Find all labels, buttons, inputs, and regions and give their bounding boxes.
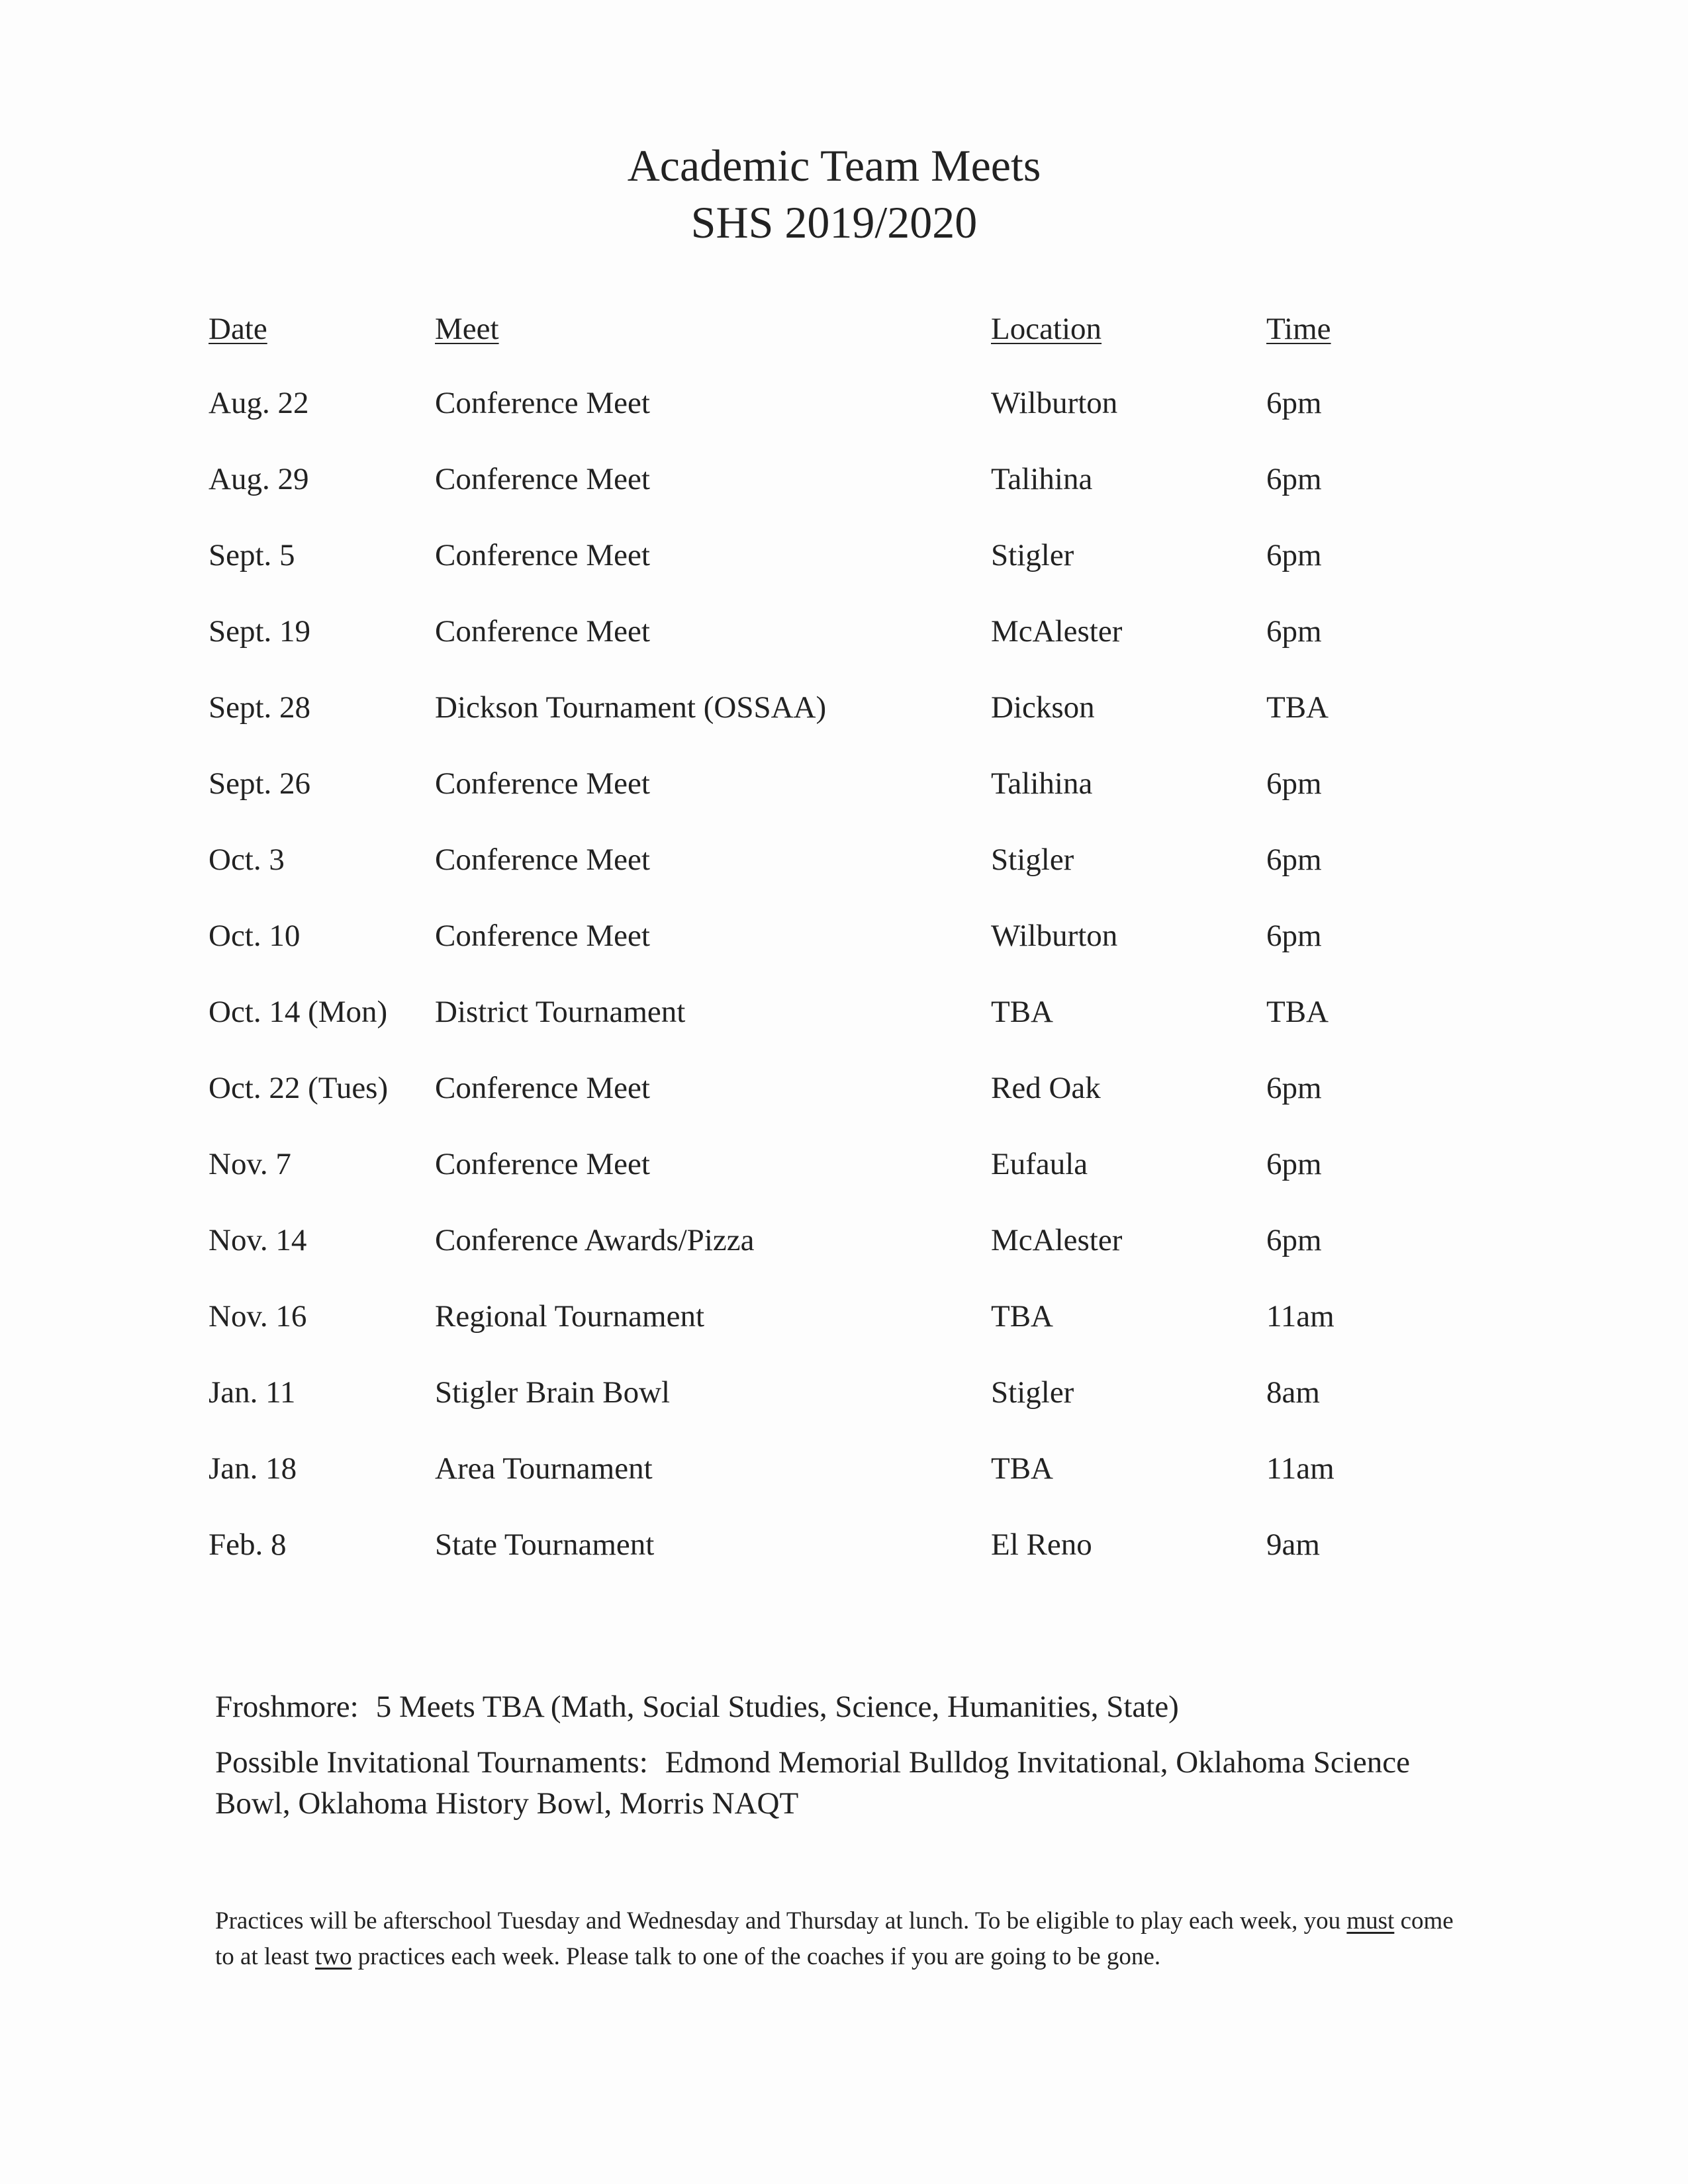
schedule-cell-location: Stigler bbox=[991, 538, 1074, 572]
schedule-cell-time: 11am bbox=[1266, 1299, 1335, 1334]
practice-text-3: practices each week. Please talk to one of the coaches if you are going to be gone. bbox=[352, 1943, 1161, 1970]
schedule-cell-meet: Conference Meet bbox=[435, 462, 650, 496]
schedule-cell-time: 6pm bbox=[1266, 462, 1322, 496]
schedule-cell-time: 6pm bbox=[1266, 1223, 1322, 1257]
schedule-row bbox=[209, 1146, 1466, 1222]
schedule-cell-date: Oct. 22 (Tues) bbox=[209, 1071, 389, 1105]
schedule-cell-meet: Conference Meet bbox=[435, 842, 650, 877]
schedule-row bbox=[209, 766, 1466, 842]
schedule-cell-date: Oct. 3 bbox=[209, 842, 285, 877]
schedule-cell-meet: Conference Meet bbox=[435, 919, 650, 953]
schedule-cell-location: Wilburton bbox=[991, 386, 1118, 420]
schedule-cell-date: Aug. 22 bbox=[209, 386, 309, 420]
schedule-cell-date: Oct. 10 bbox=[209, 919, 301, 953]
schedule-cell-location: Eufaula bbox=[991, 1147, 1088, 1181]
header-time: Time bbox=[1266, 312, 1331, 346]
schedule-cell-meet: Conference Meet bbox=[435, 1071, 650, 1105]
schedule-cell-location: Talihina bbox=[991, 766, 1093, 801]
schedule-cell-date: Aug. 29 bbox=[209, 462, 309, 496]
invitational-label: Possible Invitational Tournaments: bbox=[215, 1745, 648, 1780]
schedule-cell-date: Sept. 19 bbox=[209, 614, 311, 649]
invitational-text: Edmond Memorial Bulldog Invitational, Oklahoma Science Bowl, Oklahoma History Bowl, Morris NAQT bbox=[215, 1745, 1410, 1821]
schedule-cell-meet: Area Tournament bbox=[435, 1451, 653, 1486]
schedule-cell-meet: Regional Tournament bbox=[435, 1299, 705, 1334]
practice-text-2: come to at least bbox=[215, 1907, 1454, 1970]
schedule-cell-location: McAlester bbox=[991, 1223, 1123, 1257]
schedule-cell-time: TBA bbox=[1266, 995, 1329, 1029]
schedule-row bbox=[209, 994, 1466, 1070]
document-title: Academic Team Meets bbox=[627, 140, 1041, 191]
schedule-row bbox=[209, 1527, 1466, 1603]
schedule-cell-meet: Conference Meet bbox=[435, 766, 650, 801]
practice-note bbox=[215, 1903, 1473, 1975]
schedule-cell-location: TBA bbox=[991, 995, 1053, 1029]
header-date: Date bbox=[209, 312, 267, 346]
schedule-cell-location: Red Oak bbox=[991, 1071, 1101, 1105]
schedule-cell-location: Stigler bbox=[991, 1375, 1074, 1410]
schedule-cell-time: 6pm bbox=[1266, 1071, 1322, 1105]
schedule-cell-meet: Conference Meet bbox=[435, 1147, 650, 1181]
schedule-cell-time: 6pm bbox=[1266, 386, 1322, 420]
schedule-cell-meet: Stigler Brain Bowl bbox=[435, 1375, 671, 1410]
froshmore-text: 5 Meets TBA (Math, Social Studies, Science, Humanities, State) bbox=[375, 1690, 1179, 1724]
practice-emphasis-must: must bbox=[1346, 1907, 1395, 1934]
schedule-cell-location: Wilburton bbox=[991, 919, 1118, 953]
schedule-cell-date: Feb. 8 bbox=[209, 1527, 287, 1562]
schedule-cell-location: El Reno bbox=[991, 1527, 1092, 1562]
schedule-cell-date: Sept. 28 bbox=[209, 690, 311, 725]
schedule-cell-time: 6pm bbox=[1266, 842, 1322, 877]
schedule-cell-meet: Dickson Tournament (OSSAA) bbox=[435, 690, 827, 725]
schedule-row bbox=[209, 1375, 1466, 1451]
schedule-cell-meet: Conference Meet bbox=[435, 614, 650, 649]
schedule-cell-date: Sept. 26 bbox=[209, 766, 311, 801]
froshmore-note bbox=[215, 1686, 1473, 1727]
practice-text-1: Practices will be afterschool Tuesday and Wednesday and Thursday at lunch. To be eligible to play each week, you bbox=[215, 1907, 1347, 1934]
schedule-cell-date: Nov. 7 bbox=[209, 1147, 291, 1181]
schedule-cell-time: 6pm bbox=[1266, 766, 1322, 801]
schedule-cell-time: 8am bbox=[1266, 1375, 1320, 1410]
schedule-cell-time: 11am bbox=[1266, 1451, 1335, 1486]
schedule-cell-location: Talihina bbox=[991, 462, 1093, 496]
schedule-cell-time: 6pm bbox=[1266, 1147, 1322, 1181]
schedule-row bbox=[209, 537, 1466, 614]
schedule-cell-meet: District Tournament bbox=[435, 995, 686, 1029]
schedule-row bbox=[209, 842, 1466, 918]
schedule-row bbox=[209, 690, 1466, 766]
schedule-cell-time: 6pm bbox=[1266, 919, 1322, 953]
schedule-cell-meet: Conference Meet bbox=[435, 538, 650, 572]
schedule-cell-date: Jan. 18 bbox=[209, 1451, 297, 1486]
schedule-cell-time: 6pm bbox=[1266, 538, 1322, 572]
schedule-cell-time: TBA bbox=[1266, 690, 1329, 725]
schedule-table bbox=[209, 311, 1466, 1603]
schedule-header-row bbox=[209, 311, 1466, 385]
schedule-row bbox=[209, 385, 1466, 461]
schedule-cell-meet: Conference Awards/Pizza bbox=[435, 1223, 755, 1257]
schedule-cell-time: 6pm bbox=[1266, 614, 1322, 649]
header-meet: Meet bbox=[435, 312, 499, 346]
schedule-cell-date: Jan. 11 bbox=[209, 1375, 296, 1410]
schedule-cell-location: McAlester bbox=[991, 614, 1123, 649]
schedule-row bbox=[209, 1222, 1466, 1298]
schedule-cell-location: Dickson bbox=[991, 690, 1095, 725]
schedule-cell-date: Oct. 14 (Mon) bbox=[209, 995, 388, 1029]
schedule-cell-location: Stigler bbox=[991, 842, 1074, 877]
schedule-cell-meet: Conference Meet bbox=[435, 386, 650, 420]
practice-emphasis-two: two bbox=[315, 1943, 352, 1970]
schedule-row bbox=[209, 1070, 1466, 1146]
document-subtitle: SHS 2019/2020 bbox=[690, 197, 978, 248]
froshmore-label: Froshmore: bbox=[215, 1690, 359, 1724]
schedule-cell-meet: State Tournament bbox=[435, 1527, 655, 1562]
schedule-row bbox=[209, 461, 1466, 537]
schedule-cell-time: 9am bbox=[1266, 1527, 1320, 1562]
schedule-row bbox=[209, 1298, 1466, 1375]
schedule-row bbox=[209, 614, 1466, 690]
schedule-cell-location: TBA bbox=[991, 1451, 1053, 1486]
header-location: Location bbox=[991, 312, 1102, 346]
schedule-cell-date: Nov. 14 bbox=[209, 1223, 307, 1257]
schedule-cell-date: Nov. 16 bbox=[209, 1299, 307, 1334]
schedule-row bbox=[209, 1451, 1466, 1527]
schedule-rows bbox=[209, 385, 1466, 1603]
schedule-cell-date: Sept. 5 bbox=[209, 538, 295, 572]
invitational-note bbox=[215, 1742, 1473, 1824]
schedule-cell-location: TBA bbox=[991, 1299, 1053, 1334]
schedule-row bbox=[209, 918, 1466, 994]
